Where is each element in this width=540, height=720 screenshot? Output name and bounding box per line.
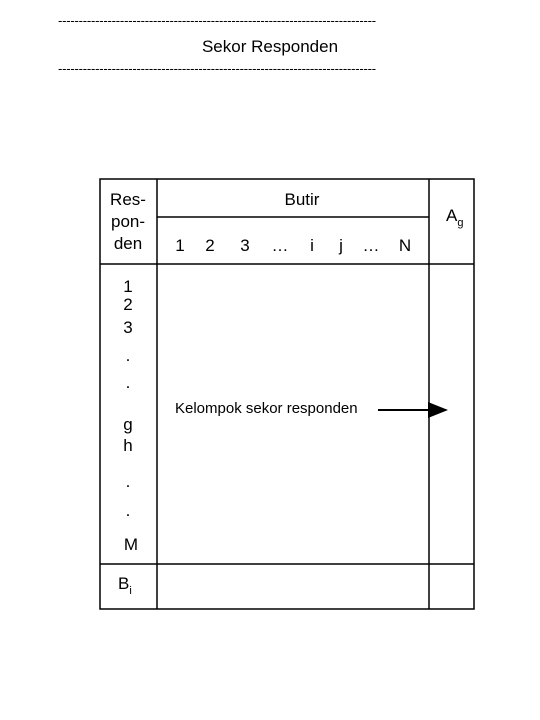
row-label-dot-1: . — [125, 346, 131, 365]
row-label-m: M — [123, 535, 139, 554]
row-label-2: 2 — [123, 295, 133, 314]
annotation-label: Kelompok sekor responden — [175, 400, 358, 417]
butir-col-i: i — [310, 236, 314, 255]
row-label-3: 3 — [123, 318, 133, 337]
responden-header-line-2: pon- — [110, 212, 146, 231]
butir-header: Butir — [284, 190, 320, 209]
butir-col-n: N — [398, 236, 412, 255]
row-label-dot-4: . — [125, 501, 131, 520]
row-label-g: g — [123, 415, 133, 434]
bottom-dashed-rule: ----------------------------------------------------------------------------- — [58, 62, 376, 76]
row-label-h: h — [123, 436, 133, 455]
responden-header-line-1: Res- — [110, 190, 146, 209]
butir-col-j: j — [339, 236, 343, 255]
row-label-dot-2: . — [125, 373, 131, 392]
butir-col-3: 3 — [240, 236, 250, 255]
ag-header: $A_g$ — [446, 206, 464, 229]
butir-col-ellipsis-1: … — [271, 236, 289, 255]
page-title: Sekor Responden — [201, 37, 339, 56]
bi-row-label: $B_i$ — [118, 574, 132, 597]
butir-col-1: 1 — [175, 236, 185, 255]
butir-col-ellipsis-2: … — [362, 236, 380, 255]
top-dashed-rule: ----------------------------------------------------------------------------- — [58, 14, 376, 28]
row-label-1: 1 — [123, 277, 133, 296]
row-label-dot-3: . — [125, 472, 131, 491]
butir-col-2: 2 — [205, 236, 215, 255]
responden-header-line-3: den — [113, 234, 143, 253]
